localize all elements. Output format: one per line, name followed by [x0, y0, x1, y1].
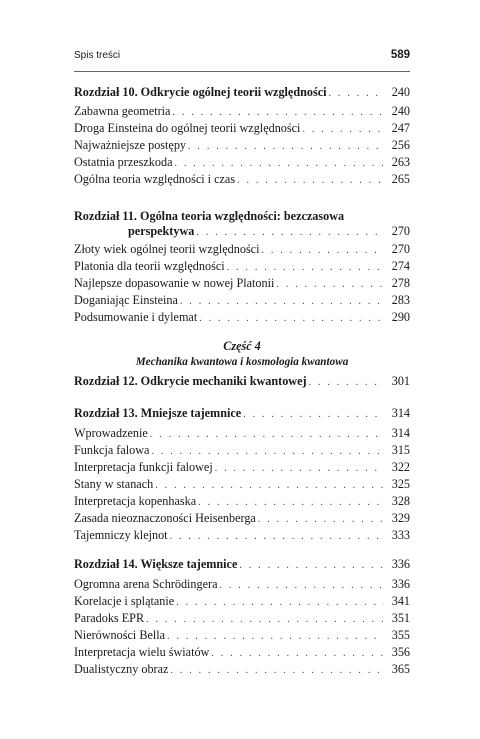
toc-title: Ostatnia przeszkoda	[74, 155, 173, 169]
toc-page-number: 274	[391, 259, 410, 273]
dot-leader	[174, 155, 384, 172]
dot-leader	[146, 611, 384, 628]
toc-title: Zasada nieoznaczoności Heisenberga	[74, 511, 256, 525]
toc-page-number: 301	[391, 374, 410, 388]
toc-entry	[74, 459, 410, 476]
dot-leader	[172, 104, 384, 121]
toc-title: Najważniejsze postępy	[74, 138, 187, 152]
toc-entry	[74, 241, 410, 258]
dot-leader	[302, 121, 384, 138]
toc-title: Interpretacja wielu światów	[74, 645, 210, 659]
dot-leader	[239, 557, 384, 574]
dot-leader	[170, 528, 384, 545]
dot-leader	[176, 594, 384, 611]
part-title: Mechanika kwantowa i kosmologia kwantowa	[135, 356, 349, 368]
toc-title: Zabawna geometria	[74, 104, 171, 118]
running-title: Spis treści	[74, 50, 121, 61]
toc-title: Stany w stanach	[74, 477, 154, 491]
toc-title-continuation: perspektywa	[128, 224, 195, 238]
toc-page-number: 263	[391, 155, 410, 169]
toc-page-number: 333	[391, 528, 410, 542]
toc-entry	[74, 425, 410, 442]
dot-leader	[215, 460, 384, 477]
toc-entry	[74, 610, 410, 627]
toc-page-number: 270	[391, 224, 410, 238]
toc-entry	[74, 644, 410, 661]
toc-entry	[74, 593, 410, 610]
toc-title: Rozdział 10. Odkrycie ogólnej teorii względności	[74, 85, 327, 99]
dot-leader	[170, 662, 384, 679]
toc-entry	[74, 442, 410, 459]
toc-page-number: 315	[391, 443, 410, 457]
toc-entry	[74, 476, 410, 493]
toc-page-number: 351	[391, 611, 410, 625]
toc-page-number: 247	[391, 121, 410, 135]
page-number: 589	[390, 49, 410, 61]
toc-title: Ogólna teoria względności i czas	[74, 172, 236, 186]
toc-entry	[74, 627, 410, 644]
toc-page-number: 355	[391, 628, 410, 642]
dot-leader	[196, 224, 384, 241]
toc-page-number: 336	[391, 557, 410, 571]
toc-chapter-title: Rozdział 11. Ogólna teoria względności: bezczasowa	[74, 209, 345, 223]
dot-leader	[309, 374, 384, 391]
toc-entry	[74, 137, 410, 154]
toc-chapter	[74, 556, 410, 573]
toc-page-number: 290	[391, 310, 410, 324]
toc-entry	[74, 171, 410, 188]
toc-entry	[74, 510, 410, 527]
toc-title: Korelacje i splątanie	[74, 594, 175, 608]
dot-leader	[227, 259, 384, 276]
dot-leader	[180, 293, 384, 310]
toc-title: Rozdział 13. Mniejsze tajemnice	[74, 406, 242, 420]
toc-title: Podsumowanie i dylemat	[74, 310, 198, 324]
toc-title: Rozdział 12. Odkrycie mechaniki kwantowej	[74, 374, 307, 388]
toc-page-number: 314	[391, 426, 410, 440]
toc-page-number: 270	[391, 242, 410, 256]
dot-leader	[150, 426, 384, 443]
toc-title: Droga Einsteina do ogólnej teorii względności	[74, 121, 301, 135]
toc-title: Platonia dla teorii względności	[74, 259, 225, 273]
dot-leader	[188, 138, 384, 155]
dot-leader	[151, 443, 384, 460]
toc-entry	[74, 576, 410, 593]
dot-leader	[199, 310, 384, 327]
toc-page-number: 240	[391, 104, 410, 118]
toc-chapter	[74, 373, 410, 390]
toc-entry	[74, 309, 410, 326]
dot-leader	[261, 242, 384, 259]
toc-page-number: 341	[391, 594, 410, 608]
toc-title: Nierówności Bella	[74, 628, 166, 642]
toc-entry	[74, 120, 410, 137]
dot-leader	[155, 477, 384, 494]
toc-page-number: 365	[391, 662, 410, 676]
toc-title: Interpretacja funkcji falowej	[74, 460, 213, 474]
dot-leader	[243, 406, 384, 423]
toc-title: Tajemniczy klejnot	[74, 528, 168, 542]
dot-leader	[258, 511, 384, 528]
toc-page-number: 322	[391, 460, 410, 474]
running-head	[74, 50, 410, 64]
toc-page-number: 325	[391, 477, 410, 491]
toc-page-number: 328	[391, 494, 410, 508]
toc-page-number: 265	[391, 172, 410, 186]
toc-title: Najlepsze dopasowanie w nowej Platonii	[74, 276, 275, 290]
toc-chapter	[74, 223, 410, 240]
toc-entry	[74, 154, 410, 171]
toc-entry	[74, 275, 410, 292]
toc-page-number: 240	[391, 85, 410, 99]
toc-page-number: 336	[391, 577, 410, 591]
toc-title: Ogromna arena Schrödingera	[74, 577, 218, 591]
toc-chapter	[74, 405, 410, 422]
toc-title: Złoty wiek ogólnej teorii względności	[74, 242, 260, 256]
toc-entry	[74, 661, 410, 678]
toc-page-number: 278	[391, 276, 410, 290]
dot-leader	[211, 645, 384, 662]
toc-title: Wprowadzenie	[74, 426, 148, 440]
part-label: Część 4	[223, 339, 261, 353]
toc-entry	[74, 258, 410, 275]
toc-title: Doganiając Einsteina	[74, 293, 178, 307]
dot-leader	[198, 494, 384, 511]
header-rule	[74, 71, 410, 72]
toc-entry	[74, 493, 410, 510]
toc-page-number: 256	[391, 138, 410, 152]
toc-entry	[74, 292, 410, 309]
toc-title: Interpretacja kopenhaska	[74, 494, 197, 508]
dot-leader	[276, 276, 384, 293]
toc-title: Paradoks EPR	[74, 611, 145, 625]
toc-chapter	[74, 84, 410, 101]
dot-leader	[237, 172, 384, 189]
toc-title: Rozdział 14. Większe tajemnice	[74, 557, 238, 571]
toc-page-number: 283	[391, 293, 410, 307]
toc-page-number: 314	[391, 406, 410, 420]
toc-page-number: 356	[391, 645, 410, 659]
toc-entry	[74, 103, 410, 120]
toc-entry	[74, 527, 410, 544]
toc-title: Funkcja falowa	[74, 443, 150, 457]
dot-leader	[219, 577, 384, 594]
toc-page-number: 329	[391, 511, 410, 525]
dot-leader	[329, 85, 384, 102]
toc-title: Dualistyczny obraz	[74, 662, 169, 676]
dot-leader	[167, 628, 384, 645]
